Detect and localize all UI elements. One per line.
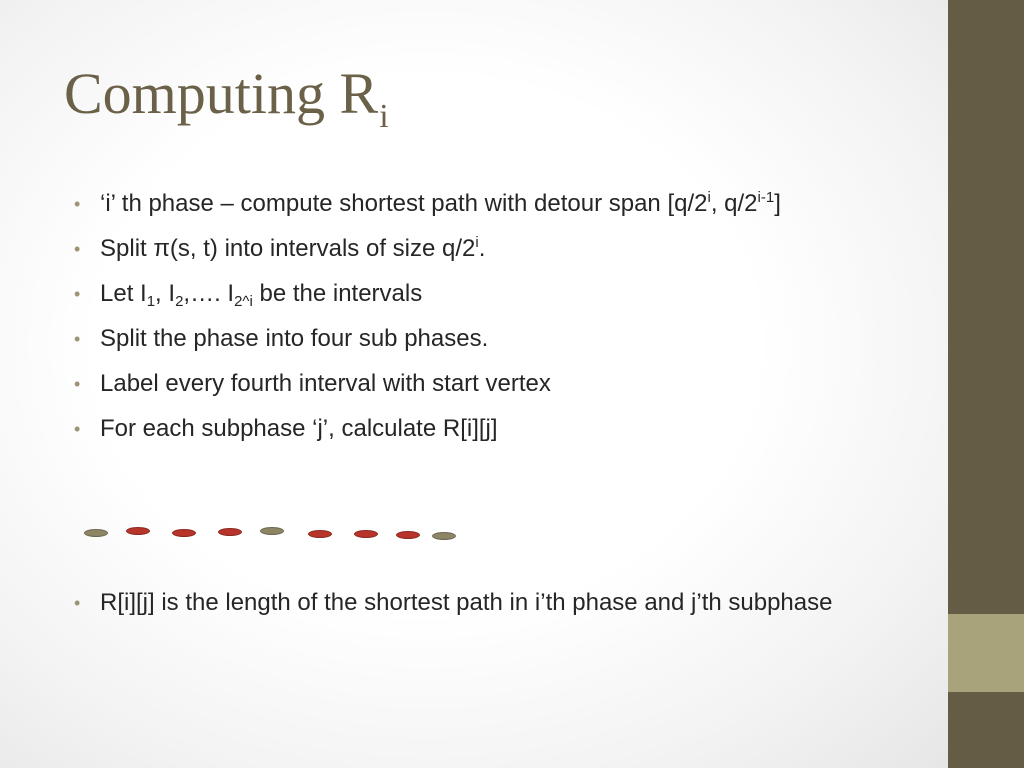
bullet-text: ‘i’ th phase – compute shortest path with detour span [q/2 [100,190,708,217]
interval-segments-diagram [80,520,470,544]
title-subscript: i [379,98,389,135]
bullet-text: Split the phase into four sub phases. [100,325,489,352]
bullet-dot-icon: • [74,593,81,613]
title-main: Computing R [64,61,379,126]
bullet-list [74,186,894,456]
bullet-dot-icon: • [74,194,81,214]
interval-segment [218,528,242,536]
bullet-text: , I [155,280,176,307]
decorative-sidebar [948,0,1024,768]
superscript: i-1 [757,189,775,206]
bullet-text: ,…. I [183,280,235,307]
bullet-text: . [478,235,486,262]
bullet-list-definition [74,585,894,621]
bullet-item-subphases [74,321,894,357]
interval-segment [396,531,420,539]
bullet-text: , q/2 [710,190,758,217]
sidebar-accent-block [948,614,1024,692]
bullet-dot-icon: • [74,374,81,394]
bullet-item-definition [74,585,894,621]
bullet-text: R[i][j] is the length of the shortest path in i’th phase and j’th subphase [100,589,833,616]
bullet-text: Label every fourth interval with start vertex [100,370,551,397]
interval-start-segment [84,529,108,537]
bullet-dot-icon: • [74,239,81,259]
superscript: i [475,234,479,251]
interval-segment [172,529,196,537]
interval-start-segment [260,527,284,535]
bullet-item-intervals [74,276,894,312]
bullet-text: ] [774,190,781,217]
bullet-item-split-path [74,231,894,267]
interval-start-segment [432,532,456,540]
interval-segment [308,530,332,538]
interval-segment [354,530,378,538]
bullet-dot-icon: • [74,419,81,439]
subscript: 2 [175,293,184,310]
bullet-item-calculate [74,411,894,447]
bullet-dot-icon: • [74,329,81,349]
slide-title [64,58,389,153]
subscript: 2^i [234,293,253,310]
superscript: i [707,189,711,206]
bullet-dot-icon: • [74,284,81,304]
bullet-item-phase [74,186,894,222]
interval-segment [126,527,150,535]
bullet-text: be the intervals [252,280,423,307]
subscript: 1 [146,293,156,310]
bullet-item-label [74,366,894,402]
bullet-text: Let I [100,280,147,307]
bullet-text: For each subphase ‘j’, calculate R[i][j] [100,415,498,442]
bullet-text: Split π(s, t) into intervals of size q/2 [100,235,476,262]
